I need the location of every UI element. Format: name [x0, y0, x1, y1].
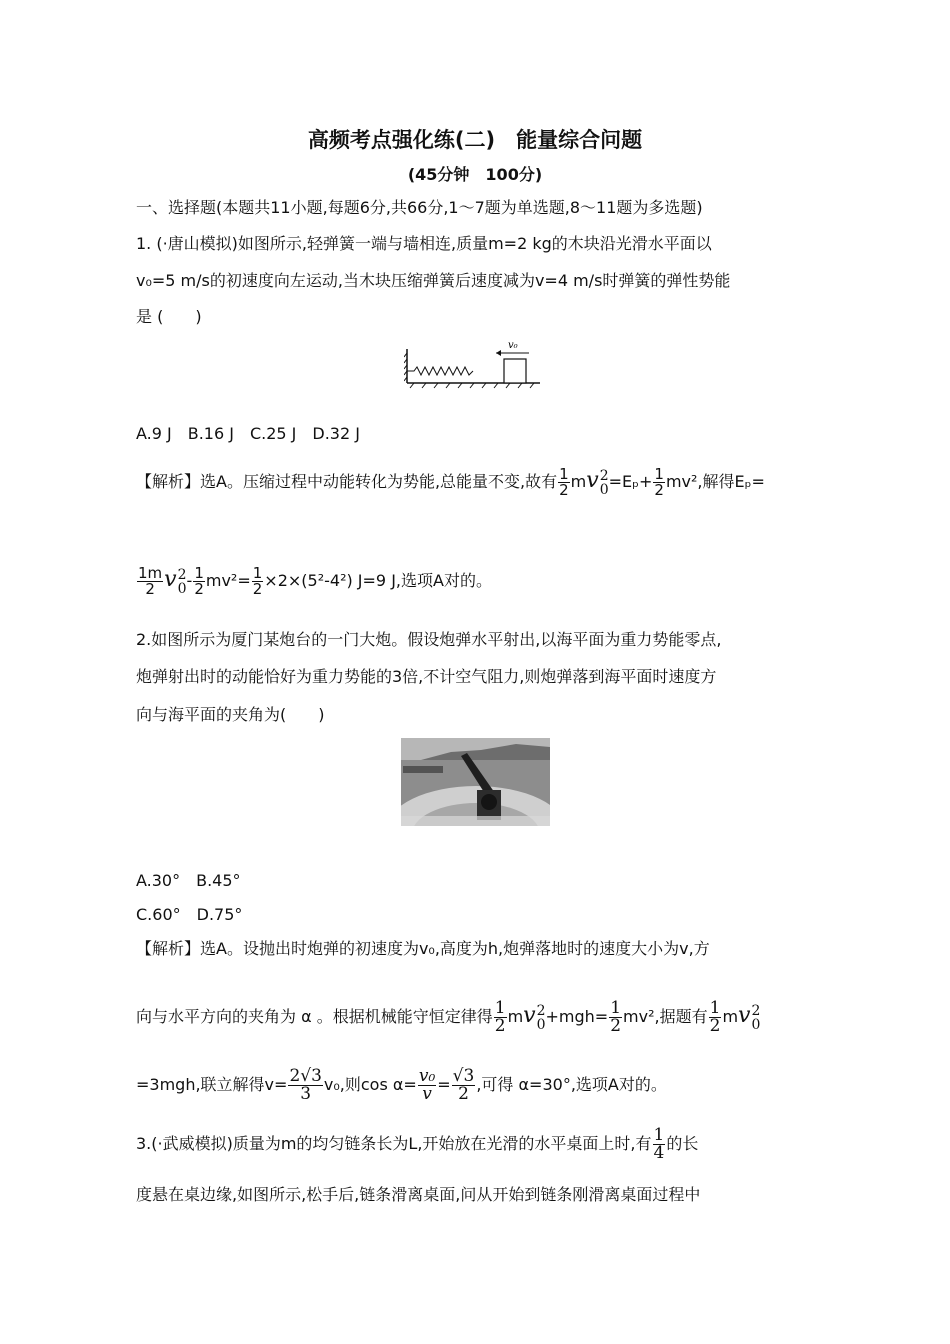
shore-strip	[403, 766, 443, 773]
spring	[407, 367, 473, 375]
spring-block-figure	[404, 339, 540, 389]
wall-foreground	[401, 816, 550, 826]
q3-line1: 3.(·武威模拟)质量为m的均匀链条长为L,开始放在光滑的水平桌面上时,有 $\frac{1}{4}$ 的长	[136, 1125, 699, 1163]
q1-options: A.9 J B.16 J C.25 J D.32 J	[136, 424, 360, 443]
page-title: 高频考点强化练(二) 能量综合问题	[307, 128, 643, 152]
q1-analysis-line2: $\frac{1m}{2}$ v 2 0 - $\frac{1}{2}$ mv²= $\frac{1}{2}$ ×2×(5²-4²) J=9 J,选项A对的。	[138, 564, 492, 598]
q1-analysis-line1: 【解析】选A。压缩过程中动能转化为势能,总能量不变,故有 $\frac{1}{2}$ mv 2 0 =Eₚ+ $\frac{1}{2}$ mv²,解得Eₚ=	[136, 465, 765, 499]
q2-line1: 2.如图所示为厦门某炮台的一门大炮。假设炮弹水平射出,以海平面为重力势能零点,	[136, 630, 722, 649]
block	[504, 359, 526, 383]
q2-options-2: C.60° D.75°	[136, 905, 243, 924]
cannon-photo	[401, 738, 550, 826]
q2-analysis-line1: 【解析】选A。设抛出时炮弹的初速度为v₀,高度为h,炮弹落地时的速度大小为v,方	[136, 939, 710, 958]
q3-line2: 度悬在桌边缘,如图所示,松手后,链条滑离桌面,问从开始到链条刚滑离桌面过程中	[136, 1185, 701, 1204]
q1-line1: 1. (·唐山模拟)如图所示,轻弹簧一端与墙相连,质量m=2 kg的木块沿光滑水平面以	[136, 234, 712, 253]
q2-analysis-line3: =3mgh,联立解得v= $\frac{2√3}{3}$ v₀,则cos α= $\frac{\text{v₀}}{v}$ = $\frac{√3}{2}$ ,可得 α=30°,选项A对的。	[136, 1066, 667, 1104]
q1-line2: v₀=5 m/s的初速度向左运动,当木块压缩弹簧后速度减为v=4 m/s时弹簧的弹性势能	[136, 271, 731, 290]
page-subtitle: (45分钟 100分)	[407, 165, 543, 184]
q2-analysis-line2: 向与水平方向的夹角为 α 。根据机械能守恒定律得 $\frac{1}{2}$ mv 2 0 +mgh= $\frac{1}{2}$ mv²,据题有 $\frac{1}{2}$ mv 2 0	[136, 998, 761, 1036]
q2-options-1: A.30° B.45°	[136, 871, 241, 890]
q2-line2: 炮弹射出时的动能恰好为重力势能的3倍,不计空气阻力,则炮弹落到海平面时速度方	[136, 667, 717, 686]
q1-line3: 是 ( )	[136, 307, 202, 326]
velocity-label: v₀	[508, 340, 518, 351]
q2-line3: 向与海平面的夹角为( )	[136, 705, 325, 724]
velocity-arrowhead	[496, 350, 501, 356]
section-heading: 一、选择题(本题共11小题,每题6分,共66分,1～7题为单选题,8～11题为多选题)	[136, 198, 703, 217]
